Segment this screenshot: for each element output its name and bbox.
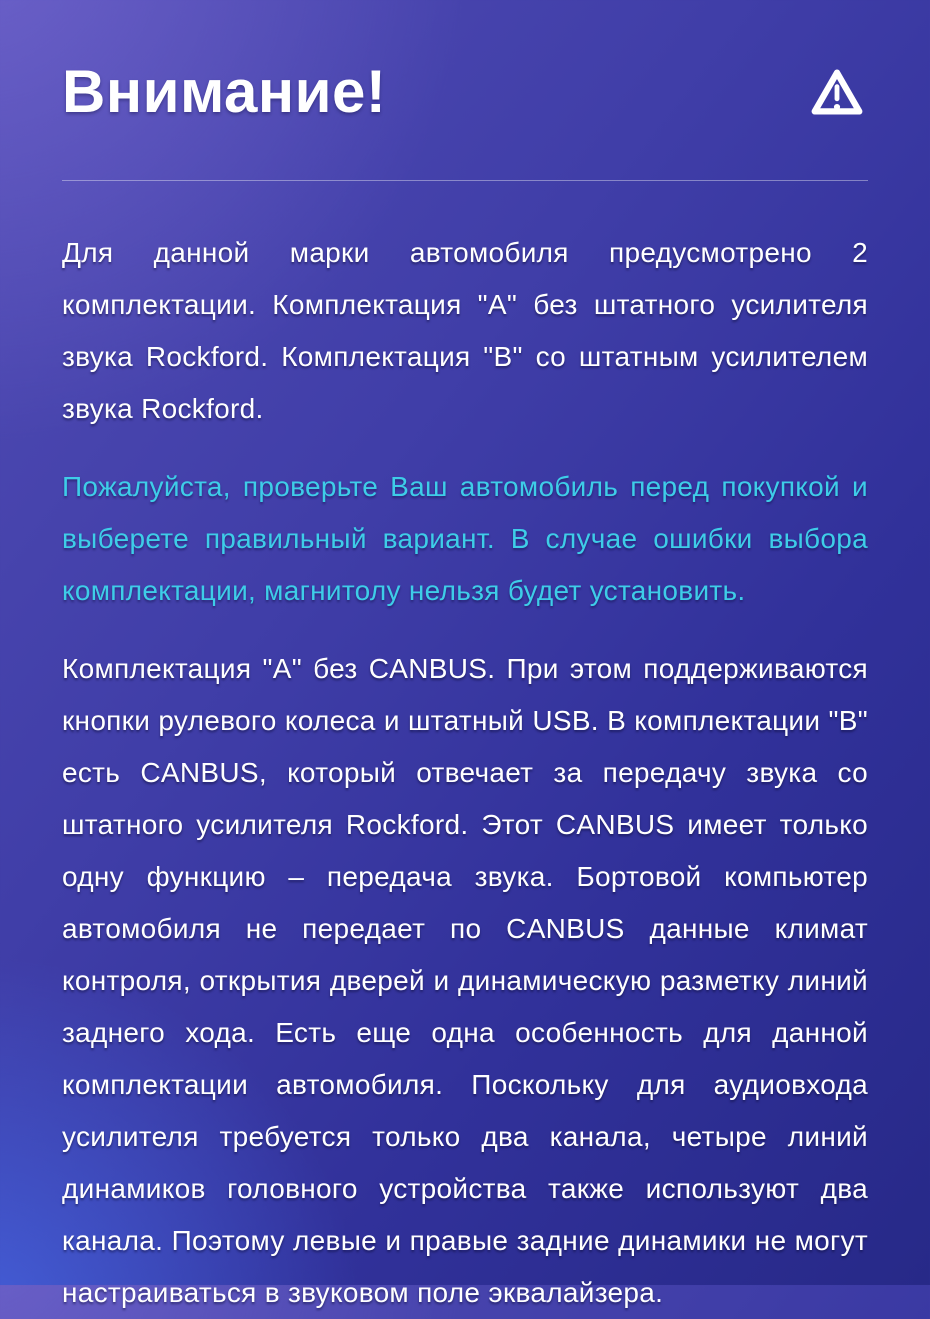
header [62, 56, 868, 128]
paragraph-configurations: Для данной марки автомобиля предусмотрено 2 комплектации. Комплектация "А" без штатного усилителя звука Rockford. Комплектация "В" со штатным усилителем звука Rockford. [62, 237, 868, 424]
paragraph-purchase-warning: Пожалуйста, проверьте Ваш автомобиль перед покупкой и выберете правильный вариант. В случае ошибки выбора комплектации, магнитолу нельзя будет установить. [62, 471, 868, 606]
page-title: Внимание! [62, 58, 387, 125]
warning-triangle-icon [806, 62, 868, 124]
divider [62, 180, 868, 181]
notice-body [62, 227, 868, 1319]
paragraph-canbus-details: Комплектация "А" без CANBUS. При этом поддерживаются кнопки рулевого колеса и штатный USB. В комплектации "В" есть CANBUS, который отвечает за передачу звука со штатного усилителя Rockford. Этот CANBUS имеет только одну функцию – передача звука. Бортовой компьютер автомобиля не передает по CANBUS данные климат контроля, открытия дверей и динамическую разметку линий заднего хода. Есть еще одна особенность для данной комплектации автомобиля. Поскольку для аудиовхода усилителя требуется только два канала, четыре линий динамиков головного устройства также используют два канала. Поэтому левые и правые задние динамики не могут настраиваться в звуковом поле эквалайзера. [62, 653, 868, 1308]
